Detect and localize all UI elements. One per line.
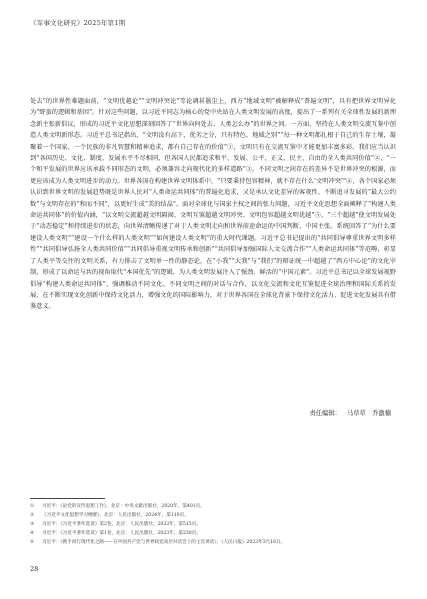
footnote-item <box>30 503 400 512</box>
footnote-item <box>30 530 400 539</box>
footnote-text: 习近平：《习近平著作选读》第1卷，北京：人民出版社，2023年，第230页。 <box>42 530 201 536</box>
body-paragraph: 处去”的世界性难题面前，“文明优越论”“文明冲突论”等论调甚嚣尘上，西方“地域文明”被解释成“普遍文明”，具有把世界文明异化为“野蛮的逻辑和基因”。针对这些问题，以习近平同志为核心的党中央站在人类文明发展的高度，提出了一系列有关全球性发展的新理念新主张新倡议，形成的习近平文化思想深刻回答了“世界向何处去、人类怎么办”的世界之问。一方面，坚持在人类文明交流互鉴中创造人类文明新形态。习近平总书记指出，“文明没有高下、优劣之分，只有特色、地域之别”“每一种文明都扎根于自己的生存土壤，凝聚着一个国家、一个民族的非凡智慧和精神追求，都有自己存在的价值”①，文明只有在交流互鉴中才能更加丰富多彩。我们应当认识到“各国历史、文化、制度、发展水平不尽相同，但各国人民都追求和平、发展、公平、正义、民主、自由的全人类共同价值”②，“一个和平发展的世界应该承载不同形态的文明，必须兼容走向现代化的多样道路”③。不同文明之间存在的差异不是世界冲突的根源，而更应该成为人类文明进步的动力。世界各国在构建世界文明体系中，“只要秉持包容精神，就不存在什么‘文明冲突’”④，各个国家必须认识到世界文明的发展趋势既是世界人民对“人类命运共同体”的普遍化追求，又是承认文化差异的客观性、不断追寻发展的“最大公约数”与文明存在的“和而不同”，以更好生成“美的结晶”。面对全球化与国家主权之间的张力问题，习近平文化思想全面阐释了“构建人类命运共同体”的价值内涵，“以文明交流超越文明隔阂、文明互鉴超越文明冲突、文明包容超越文明优越”⑤。“三个超越”使文明发展处于“动态稳定”和持续进步的状态，向世界清晰传递了对于人类文明走向和世界前途命运的中国判断、中国主张。系统回答了“为什么要建设人类文明”“建设一个什么样的人类文明”“如何建设人类文明”的重大时代课题。习近平总书记提出的“共同倡导尊重世界文明多样性”“共同倡导弘扬全人类共同价值”“共同倡导重视文明传承和创新”“共同倡导加强国际人文交流合作”“人类命运共同体”等范畴，彰显了人类平等交往的文明关系，有力排击了文明单一性的静态论，在“小我”“大我”与“我们”的辩证统一中超越了“西方中心论”的文化宰制，形成了以命运与共的视角取代“本国优先”的逻辑，为人类文明发展注入了强劲、鲜活的“中国元素”。习近平总书记以全球发展视野倡导“构建人类命运共同体”，强调推动不同文化、不同文明之间的对话与合作，以文化交流和文化互鉴促进全球治理和国际关系的发展，在不断实现文化创新中保持文化活力，增强文化的国际影响力，对于世界各国在全球化背景下保持文化活力、促进文化发展具有借鉴意义。 <box>30 98 396 311</box>
footnote-divider <box>30 498 105 499</box>
footnote-number: ② <box>30 512 35 518</box>
footnote-item <box>30 521 400 530</box>
editor-names: 马草草 乔激楠 <box>346 410 391 417</box>
editor-label: 责任编辑： <box>309 410 341 417</box>
footnote-text: 《习近平文化思想学习纲要》，北京：人民出版社，2024年，第110页。 <box>42 512 189 518</box>
footnote-number: ④ <box>30 530 35 536</box>
journal-header: 《军事文化研究》2025年第1期 <box>30 19 126 27</box>
footnote-text: 习近平：《携手同行现代化之路——在中国共产党与世界政党高层对话会上的主旨讲话》，《人民日报》2023年3月16日。 <box>42 539 286 545</box>
footnote-number: ③ <box>30 521 35 527</box>
footnote-text: 习近平：《习近平著作选读》第2卷，北京：人民出版社，2023年，第515页。 <box>42 521 201 527</box>
footnote-item <box>30 539 400 548</box>
page-number: 28 <box>30 565 39 573</box>
footnote-number: ① <box>30 504 35 509</box>
footnotes <box>30 503 400 548</box>
footnote-item <box>30 512 400 521</box>
responsible-editor <box>309 408 391 417</box>
footnote-text: 习近平：《论党的宣传思想工作》，北京：中央文献出版社，2020年，第401页。 <box>42 504 205 509</box>
footnote-number: ⑤ <box>30 539 35 545</box>
